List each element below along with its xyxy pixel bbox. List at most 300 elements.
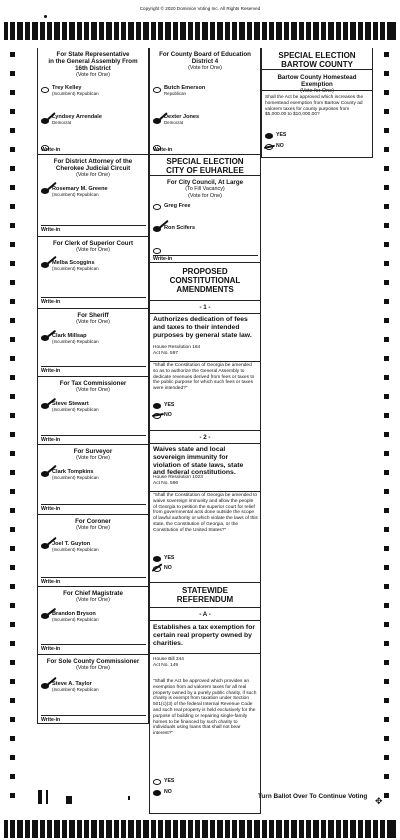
timing-gap: [97, 820, 99, 838]
timing-mark: [10, 337, 15, 342]
timing-mark: [384, 375, 389, 380]
timing-mark: [384, 698, 389, 703]
timing-gap: [282, 820, 284, 838]
timing-gap: [341, 820, 343, 838]
race-chief-magistrate: [38, 586, 148, 654]
timing-mark: [384, 261, 389, 266]
timing-mark: [384, 242, 389, 247]
option-yes: YES: [276, 132, 287, 138]
timing-gap: [15, 820, 17, 838]
section-title: REFERENDUM: [176, 595, 234, 604]
timing-gap: [289, 22, 291, 40]
timing-gap: [319, 820, 321, 838]
timing-mark: [10, 242, 15, 247]
timing-mark: [384, 90, 389, 95]
timing-mark: [10, 717, 15, 722]
vote-instruction: (Vote for One): [76, 455, 110, 461]
vote-instruction: (Vote for One): [188, 65, 222, 71]
timing-gap: [223, 820, 225, 838]
candidate-name: Joel T. Guyton: [52, 541, 91, 547]
candidate-party: (Incumbent) Republican: [52, 91, 99, 96]
separator: [150, 653, 260, 654]
write-in-line: [41, 297, 146, 298]
timing-mark: [10, 280, 15, 285]
vote-instruction: (Vote for One): [76, 525, 110, 531]
timing-gap: [260, 22, 262, 40]
timing-mark: [384, 527, 389, 532]
timing-mark: [384, 223, 389, 228]
race-tax-commissioner: [38, 376, 148, 444]
write-in-label: Write-in: [153, 256, 173, 262]
candidate-name: Brandon Bryson: [52, 611, 96, 617]
timing-mark: [10, 432, 15, 437]
separator: [150, 313, 260, 314]
write-in-label: Write-in: [41, 227, 61, 233]
candidate-name: Steve Stewart: [52, 401, 89, 407]
timing-gap: [23, 820, 25, 838]
vote-subtitle: (To Fill Vacancy): [185, 186, 225, 192]
race-title: For Chief Magistrate: [63, 590, 123, 597]
timing-mark: [384, 489, 389, 494]
timing-mark: [384, 755, 389, 760]
timing-gap: [230, 820, 232, 838]
question-number: - 1 -: [199, 304, 211, 311]
timing-gap: [311, 820, 313, 838]
bubble-no[interactable]: [153, 790, 161, 796]
timing-mark: [384, 641, 389, 646]
timing-mark: [10, 394, 15, 399]
timing-gap: [385, 22, 387, 40]
timing-mark: [10, 603, 15, 608]
candidate-party: (Incumbent) Republican: [52, 266, 99, 271]
timing-gap: [30, 22, 32, 40]
candidate-party: Democrat: [164, 120, 184, 125]
timing-gap: [348, 820, 350, 838]
question-number: - A -: [199, 611, 211, 618]
timing-gap: [245, 22, 247, 40]
timing-gap: [297, 820, 299, 838]
timing-mark: [10, 147, 15, 152]
bubble-yes[interactable]: [153, 556, 161, 562]
race-surveyor: [38, 444, 148, 514]
timing-gap: [134, 820, 136, 838]
timing-gap: [378, 22, 380, 40]
timing-gap: [289, 820, 291, 838]
timing-gap: [274, 820, 276, 838]
timing-gap: [126, 820, 128, 838]
race-title: For County Board of Education: [159, 51, 251, 58]
timing-gap: [371, 22, 373, 40]
timing-gap: [149, 820, 151, 838]
timing-gap: [30, 820, 32, 838]
timing-mark: [384, 432, 389, 437]
race-title: For District Attorney of the: [53, 158, 133, 165]
question-text: "Shall the Constitution of Georgia be amended so as to authorize the General Assembly to dedicate revenues derived from fees or taxes to the public purpose for which such fees or taxes were intended?": [153, 363, 255, 392]
timing-mark: [10, 52, 15, 57]
timing-gap: [326, 820, 328, 838]
timing-gap: [112, 22, 114, 40]
bubble-yes[interactable]: [265, 133, 273, 139]
timing-gap: [156, 820, 158, 838]
candidate-name: Steve A. Taylor: [52, 681, 92, 687]
timing-mark: [384, 717, 389, 722]
timing-mark: [384, 128, 389, 133]
timing-mark: [10, 622, 15, 627]
barcode-mark: [38, 790, 42, 804]
race-title: For Clerk of Superior Court: [52, 240, 134, 247]
timing-mark: [384, 52, 389, 57]
timing-mark: [384, 394, 389, 399]
candidate-name: Melba Scoggins: [52, 260, 95, 266]
timing-gap: [223, 22, 225, 40]
timing-gap: [334, 820, 336, 838]
timing-mark: [10, 128, 15, 133]
timing-gap: [38, 820, 40, 838]
question-title: Establishes a tax exemption for certain real property owned by charities.: [153, 624, 255, 647]
vote-instruction: (Vote for One): [76, 72, 110, 78]
vote-instruction: (Vote for One): [76, 597, 110, 603]
question-text: "Shall the Constitution of Georgia be amended to waive sovereign immunity and allow the people of Georgia to petition the superior court for relief from governmental acts done outside the scope of lawful authority or which violate the laws of this state, the Constitution of Georgia, or the Constitution of the United States?": [153, 493, 258, 533]
timing-gap: [363, 22, 365, 40]
write-in-label: Write-in: [41, 437, 61, 443]
timing-gap: [178, 22, 180, 40]
write-in-label: Write-in: [41, 368, 61, 374]
column-2: [149, 48, 261, 814]
timing-gap: [371, 820, 373, 838]
timing-gap: [8, 820, 10, 838]
timing-mark: [10, 71, 15, 76]
race-city-council: [150, 175, 260, 262]
timing-gap: [67, 820, 69, 838]
timing-gap: [156, 22, 158, 40]
write-in-line: [41, 225, 146, 226]
timing-gap: [267, 22, 269, 40]
timing-mark: [10, 736, 15, 741]
candidate-name: Clark Tompkins: [52, 469, 94, 475]
candidate-party: (Incumbent) Republican: [52, 339, 99, 344]
section-title: CITY OF EUHARLEE: [166, 166, 244, 175]
candidate-party: Democrat: [52, 120, 72, 125]
bubble-butch-emerson[interactable]: [153, 87, 161, 93]
race-state-representative: [38, 48, 148, 154]
timing-gap: [237, 22, 239, 40]
question-reference: House Bill 344: [153, 657, 184, 662]
timing-gap: [348, 22, 350, 40]
option-yes: YES: [164, 555, 175, 561]
question-amendment-1: [150, 300, 260, 430]
race-title: For Coroner: [75, 518, 111, 525]
candidate-party: (Incumbent) Republican: [52, 687, 99, 692]
timing-gap: [23, 22, 25, 40]
option-no: NO: [164, 565, 172, 571]
write-in-line: [41, 366, 146, 367]
candidate-name: Ron Scifers: [164, 225, 196, 231]
question-number: - 2 -: [199, 434, 211, 441]
timing-gap: [38, 22, 40, 40]
timing-gap: [304, 820, 306, 838]
timing-gap: [326, 22, 328, 40]
write-in-label: Write-in: [41, 717, 61, 723]
timing-gap: [82, 22, 84, 40]
question-homestead-exemption: [262, 69, 372, 158]
race-title: in the General Assembly From: [48, 58, 138, 65]
timing-mark: [384, 337, 389, 342]
timing-gap: [52, 820, 54, 838]
timing-mark: [384, 736, 389, 741]
timing-mark: [384, 280, 389, 285]
timing-gap: [215, 820, 217, 838]
timing-gap: [311, 22, 313, 40]
question-reference: House Resolution 1023: [153, 475, 203, 480]
bubble-trey-kelley[interactable]: [41, 87, 49, 93]
timing-mark: [10, 204, 15, 209]
timing-mark: [10, 413, 15, 418]
timing-mark: [384, 546, 389, 551]
write-in-label: Write-in: [41, 147, 61, 153]
timing-mark: [384, 793, 389, 798]
timing-gap: [75, 820, 77, 838]
separator: [150, 491, 260, 492]
timing-mark: [10, 698, 15, 703]
timing-gap: [134, 22, 136, 40]
barcode-mark: [128, 796, 130, 800]
timing-gap: [334, 22, 336, 40]
timing-gap: [89, 820, 91, 838]
timing-gap: [82, 820, 84, 838]
timing-gap: [341, 22, 343, 40]
timing-gap: [171, 820, 173, 838]
timing-gap: [385, 820, 387, 838]
timing-mark: [384, 147, 389, 152]
timing-gap: [52, 22, 54, 40]
timing-gap: [200, 820, 202, 838]
write-in-line: [41, 577, 146, 578]
timing-gap: [45, 22, 47, 40]
race-title: For Sheriff: [77, 312, 109, 319]
question-title: Waives state and local sovereign immunity for violation of state laws, state and federal constitutions.: [153, 446, 244, 477]
write-in-label: Write-in: [41, 579, 61, 585]
timing-mark: [10, 679, 15, 684]
race-title: For State Representative: [56, 51, 130, 58]
candidate-party: (Incumbent) Republican: [52, 617, 99, 622]
timing-mark: [10, 299, 15, 304]
timing-mark: [384, 356, 389, 361]
option-yes: YES: [164, 778, 175, 784]
timing-mark: [384, 185, 389, 190]
timing-gap: [200, 22, 202, 40]
vote-instruction: (Vote for One): [188, 192, 222, 199]
timing-mark: [10, 223, 15, 228]
section-title: STATEWIDE: [182, 586, 228, 595]
column-3: [261, 48, 373, 158]
race-title: For City Council, At Large: [166, 179, 244, 186]
timing-gap: [149, 22, 151, 40]
timing-mark: [384, 204, 389, 209]
timing-mark: [384, 603, 389, 608]
timing-mark: [10, 375, 15, 380]
timing-gap: [260, 820, 262, 838]
candidate-party: (Incumbent) Republican: [52, 547, 99, 552]
timing-gap: [208, 22, 210, 40]
timing-mark: [10, 109, 15, 114]
timing-gap: [304, 22, 306, 40]
crosshair-icon: ✥: [375, 796, 383, 806]
option-no: NO: [164, 789, 172, 795]
candidate-party: (Incumbent) Republican: [52, 407, 99, 412]
bubble-yes[interactable]: [153, 779, 161, 785]
timing-gap: [119, 22, 121, 40]
vote-instruction: (Vote for One): [76, 319, 110, 325]
question-reference: House Resolution 164: [153, 345, 201, 350]
race-coroner: [38, 514, 148, 586]
timing-mark: [384, 109, 389, 114]
vote-instruction: (Vote for One): [76, 387, 110, 393]
timing-gap: [297, 22, 299, 40]
timing-mark: [10, 508, 15, 513]
timing-gap: [252, 22, 254, 40]
candidate-party: (Incumbent) Republican: [52, 475, 99, 480]
vote-instruction: (Vote for One): [76, 247, 110, 253]
timing-gap: [319, 22, 321, 40]
timing-gap: [267, 820, 269, 838]
timing-mark: [384, 508, 389, 513]
timing-gap: [67, 22, 69, 40]
timing-gap: [60, 820, 62, 838]
candidate-party: Republican: [164, 91, 186, 96]
separator: [262, 90, 372, 91]
timing-mark: [384, 774, 389, 779]
column-1: [37, 48, 149, 724]
timing-gap: [89, 22, 91, 40]
write-in-line: [41, 715, 146, 716]
timing-mark: [384, 451, 389, 456]
timing-gap: [215, 22, 217, 40]
timing-gap: [141, 22, 143, 40]
timing-gap: [141, 820, 143, 838]
write-in-line: [41, 644, 146, 645]
race-title: District 4: [191, 58, 219, 65]
timing-gap: [75, 22, 77, 40]
timing-mark: [384, 413, 389, 418]
race-sole-commissioner: [38, 654, 148, 724]
question-reference: Act No. 597: [153, 351, 179, 356]
timing-mark: [384, 299, 389, 304]
question-referendum-a: [150, 607, 260, 814]
timing-mark: [10, 793, 15, 798]
race-title: 16th District: [75, 65, 111, 72]
timing-mark: [384, 622, 389, 627]
timing-gap: [126, 22, 128, 40]
timing-mark: [10, 774, 15, 779]
section-proposed-amendments: [150, 262, 260, 300]
bubble-greg-free[interactable]: [153, 204, 161, 210]
question-amendment-2: [150, 430, 260, 582]
question-text: "Shall the Act be approved which provides an exemption from ad valorem taxes for all real property owned by a purely public charity, if such charity is exempt from taxation under Section 501(c)(3) of the federal Internal Revenue Code and such real property is held exclusively for the purpose of building or repairing single-family homes to be financed by such charity to individuals using loans that shall not bear interest?": [153, 679, 257, 737]
section-special-election-euharlee: [150, 154, 260, 175]
write-in-label: Write-in: [41, 299, 61, 305]
race-sheriff: [38, 308, 148, 376]
race-title: For Surveyor: [73, 448, 113, 455]
timing-gap: [45, 820, 47, 838]
section-title: CONSTITUTIONAL: [169, 276, 241, 285]
write-in-line: [41, 504, 146, 505]
section-statewide-referendum: [150, 582, 260, 607]
timing-mark: [10, 185, 15, 190]
write-in-label: Write-in: [153, 147, 173, 153]
vote-instruction: (Vote for One): [76, 172, 110, 178]
timing-mark: [10, 356, 15, 361]
separator: [150, 361, 260, 362]
question-text: Shall the Act be approved which increases the homestead exemption from Bartow County ad valorem taxes for county purposes from $5,000.00 to $10,000.00?: [265, 95, 364, 118]
timing-mark: [10, 470, 15, 475]
timing-gap: [193, 22, 195, 40]
bubble-write-in[interactable]: [153, 248, 161, 254]
timing-mark: [384, 71, 389, 76]
race-title: For Tax Commissioner: [59, 380, 127, 387]
write-in-label: Write-in: [41, 506, 61, 512]
timing-gap: [363, 820, 365, 838]
timing-gap: [104, 22, 106, 40]
timing-mark: [384, 318, 389, 323]
timing-mark: [384, 660, 389, 665]
candidate-party: (Incumbent) Republican: [52, 192, 99, 197]
timing-gap: [97, 22, 99, 40]
timing-mark: [384, 584, 389, 589]
bubble-yes[interactable]: [153, 403, 161, 409]
race-board-of-education: [150, 48, 260, 154]
separator: [150, 443, 260, 444]
timing-gap: [274, 22, 276, 40]
timing-gap: [163, 820, 165, 838]
candidate-name: Greg Free: [164, 203, 191, 209]
timing-gap: [245, 820, 247, 838]
timing-gap: [171, 22, 173, 40]
timing-gap: [112, 820, 114, 838]
barcode-mark: [46, 790, 48, 804]
write-in-line: [41, 435, 146, 436]
timing-mark: [10, 755, 15, 760]
candidate-name: Trey Kelley: [52, 85, 82, 91]
write-in-label: Write-in: [41, 646, 61, 652]
section-title: AMENDMENTS: [176, 285, 234, 294]
timing-gap: [208, 820, 210, 838]
section-title: SPECIAL ELECTION: [166, 157, 244, 166]
timing-mark: [10, 565, 15, 570]
timing-mark: [10, 546, 15, 551]
timing-mark: [10, 584, 15, 589]
vote-instruction: (Vote for One): [300, 88, 334, 94]
timing-mark: [384, 470, 389, 475]
option-no: NO: [276, 143, 284, 149]
question-title: Authorizes dedication of fees and taxes to their intended purposes by general state law.: [153, 316, 252, 339]
timing-gap: [193, 820, 195, 838]
barcode-mark: [66, 796, 72, 804]
timing-gap: [15, 22, 17, 40]
timing-mark: [10, 451, 15, 456]
timing-gap: [186, 820, 188, 838]
copyright-notice: Copyright © 2020 Dominion Voting Inc. All Rights Reserved: [139, 6, 261, 11]
race-district-attorney: [38, 154, 148, 236]
timing-gap: [230, 22, 232, 40]
timing-gap: [378, 820, 380, 838]
section-title: PROPOSED: [182, 267, 228, 276]
timing-mark: [384, 679, 389, 684]
separator: [150, 620, 260, 621]
timing-mark: [10, 261, 15, 266]
timing-mark: [384, 565, 389, 570]
timing-gap: [163, 22, 165, 40]
timing-gap: [282, 22, 284, 40]
